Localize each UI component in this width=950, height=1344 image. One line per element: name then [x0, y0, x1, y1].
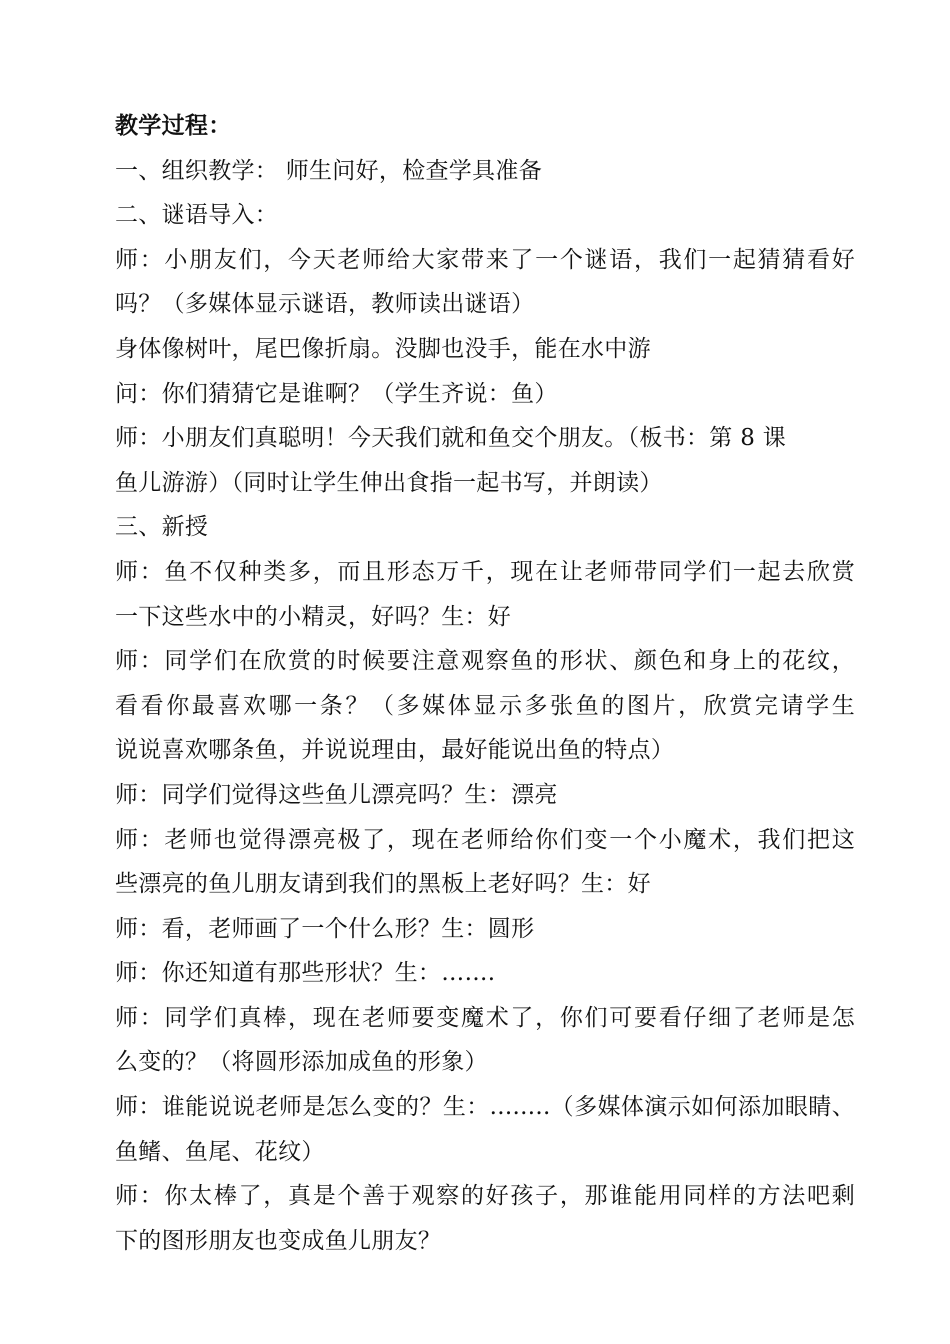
text-line: 师：谁能说说老师是怎么变的？生：........（多媒体演示如何添加眼睛、 — [115, 1094, 855, 1121]
text-line: 师：老师也觉得漂亮极了，现在老师给你们变一个小魔术，我们把这 — [115, 826, 855, 853]
text-line: 下的图形朋友也变成鱼儿朋友？ — [115, 1227, 442, 1254]
text-line: 二、谜语导入： — [115, 202, 279, 229]
text-line: 师：鱼不仅种类多，而且形态万千，现在让老师带同学们一起去欣赏 — [115, 558, 855, 585]
text-line: 一下这些水中的小精灵，好吗？生：好 — [115, 603, 512, 630]
text-line: 师：小朋友们真聪明！今天我们就和鱼交个朋友。（板书：第 8 课 — [115, 425, 787, 452]
text-line: 师：同学们真棒，现在老师要变魔术了，你们可要看仔细了老师是怎 — [115, 1004, 855, 1031]
text-line: 问：你们猜猜它是谁啊？（学生齐说：鱼） — [115, 380, 558, 407]
text-line: 师：小朋友们，今天老师给大家带来了一个谜语，我们一起猜猜看好 — [115, 246, 855, 273]
section-heading: 教学过程： — [115, 112, 232, 139]
text-line: 吗？（多媒体显示谜语，教师读出谜语） — [115, 291, 535, 318]
text-line: 师：同学们觉得这些鱼儿漂亮吗？生：漂亮 — [115, 781, 558, 808]
lesson-text — [115, 104, 855, 1263]
text-line: 师：看，老师画了一个什么形？生：圆形 — [115, 915, 535, 942]
text-line: 三、新授 — [115, 514, 209, 541]
text-line: 看看你最喜欢哪一条？（多媒体显示多张鱼的图片，欣赏完请学生 — [115, 692, 855, 719]
text-line: 鱼鳍、鱼尾、花纹） — [115, 1138, 325, 1165]
text-line: 鱼儿游游）（同时让学生伸出食指一起书写，并朗读） — [115, 469, 663, 496]
text-line: 说说喜欢哪条鱼，并说说理由，最好能说出鱼的特点） — [115, 737, 675, 764]
text-line: 些漂亮的鱼儿朋友请到我们的黑板上老好吗？生：好 — [115, 871, 651, 898]
text-line: 么变的？（将圆形添加成鱼的形象） — [115, 1049, 488, 1076]
text-line: 师：你还知道有那些形状？生：……. — [115, 960, 496, 987]
text-line: 身体像树叶，尾巴像折扇。没脚也没手，能在水中游 — [115, 335, 651, 362]
text-line: 一、组织教学： 师生问好，检查学具准备 — [115, 157, 543, 184]
text-line: 师：你太棒了，真是个善于观察的好孩子，那谁能用同样的方法吧剩 — [115, 1183, 855, 1210]
text-line: 师：同学们在欣赏的时候要注意观察鱼的形状、颜色和身上的花纹， — [115, 648, 855, 675]
